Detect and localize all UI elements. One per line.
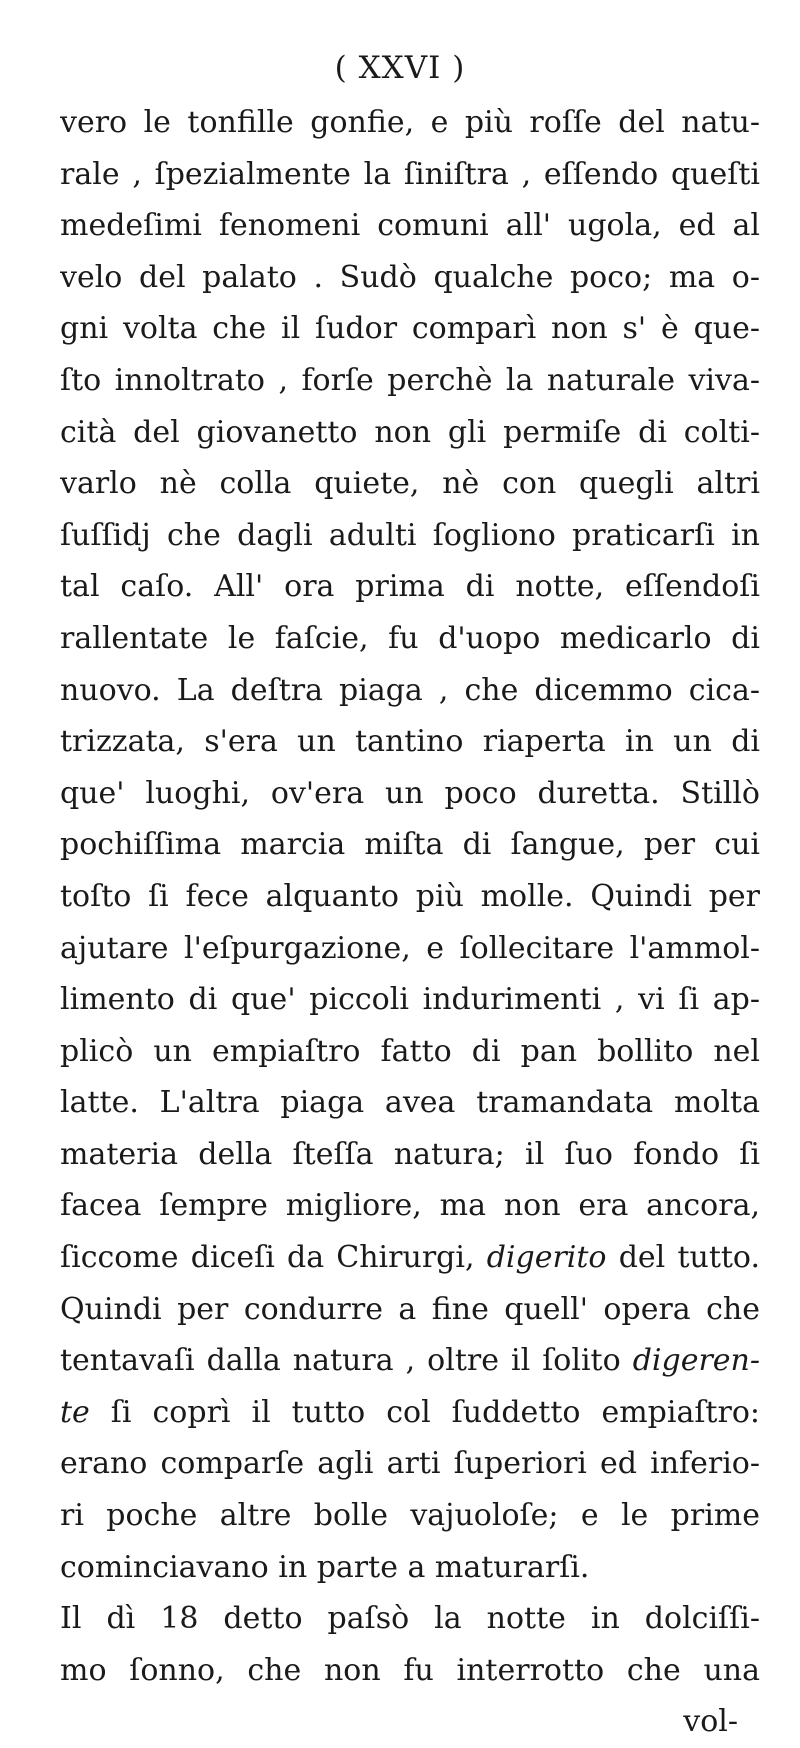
text-line: limento di que' piccoli indurimenti , vi ſi ap- [60, 982, 760, 1018]
text-line: Quindi per condurre a fine quell' opera che [60, 1291, 760, 1327]
catchword: vol- [683, 1704, 738, 1740]
text-line: tentavaſi dalla natura , oltre il ſolito digeren- [60, 1343, 760, 1379]
text-line: ſuſſidj che dagli adulti ſogliono praticarſi in [60, 517, 760, 553]
text-line: rale , ſpezialmente la ſiniſtra , eſſendo queſti [60, 156, 760, 192]
text-line: tal caſo. All' ora prima di notte, eſſendoſi [60, 569, 760, 605]
text-line: materia della ſteſſa natura; il ſuo fondo ſi [60, 1136, 760, 1172]
text-line: medeſimi fenomeni comuni all' ugola, ed al [60, 208, 760, 244]
text-line: rallentate le faſcie, fu d'uopo medicarlo di [60, 620, 760, 656]
text-line: te ſi coprì il tutto col ſuddetto empiaſtro: [60, 1394, 760, 1430]
text-line: cità del giovanetto non gli permiſe di colti- [60, 414, 760, 450]
text-line: pochiſſima marcia miſta di ſangue, per cui [60, 827, 760, 863]
text-line: toſto ſi fece alquanto più molle. Quindi per [60, 878, 760, 914]
page-number-header: ( XXVI ) [334, 50, 466, 86]
text-line: velo del palato . Sudò qualche poco; ma o- [60, 259, 760, 295]
text-line: nuovo. La deſtra piaga , che dicemmo cica- [60, 672, 760, 708]
text-line: que' luoghi, ov'era un poco duretta. Stillò [60, 775, 760, 811]
text-line: Il dì 18 detto paſsò la notte in dolciſſi- [60, 1601, 760, 1637]
text-line: varlo nè colla quiete, nè con quegli altri [60, 466, 760, 502]
text-line: erano comparſe agli arti ſuperiori ed inferio- [60, 1446, 760, 1482]
text-line: ajutare l'eſpurgazione, e ſollecitare l'ammol- [60, 930, 760, 966]
body-text [60, 97, 760, 1748]
text-line: cominciavano in parte a maturarſi. [60, 1549, 590, 1585]
text-line: ri poche altre bolle vajuoloſe; e le prime [60, 1498, 760, 1534]
text-line: plicò un empiaſtro fatto di pan bollito nel [60, 1033, 760, 1069]
text-line: ſto innoltrato , forſe perchè la naturale viva- [60, 362, 760, 398]
text-line: mo ſonno, che non fu interrotto che una [60, 1652, 760, 1688]
text-line: gni volta che il ſudor comparì non s' è que- [60, 311, 760, 347]
text-line: ſiccome diceſi da Chirurgi, digerito del tutto. [60, 1240, 760, 1276]
text-line: latte. L'altra piaga avea tramandata molta [60, 1085, 760, 1121]
text-line: vero le tonfille gonfie, e più roſſe del natu- [60, 105, 760, 140]
text-line: facea ſempre migliore, ma non era ancora, [60, 1188, 760, 1224]
text-line: trizzata, s'era un tantino riaperta in un di [60, 724, 760, 760]
